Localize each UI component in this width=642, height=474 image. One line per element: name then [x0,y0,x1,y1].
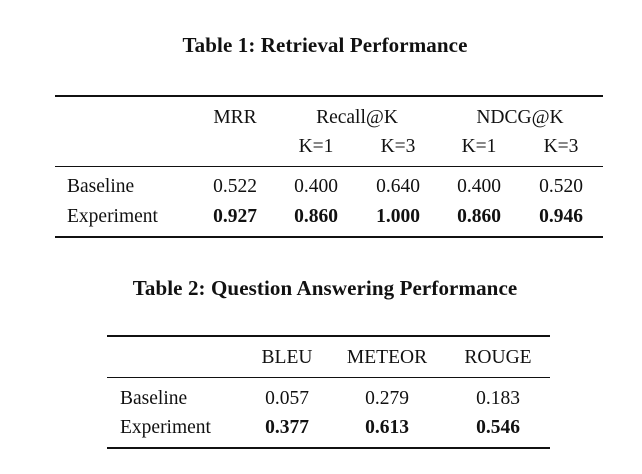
row-label: Baseline [120,388,188,409]
table1-header-ndcg-k1: K=1 [461,136,497,157]
table1-header-mrr: MRR [213,107,257,128]
table-cell: 1.000 [376,206,420,227]
row-label: Baseline [67,176,135,197]
table-cell: 0.860 [457,206,501,227]
table1-header-recall: Recall@K [316,107,398,128]
table-cell: 0.400 [294,176,338,197]
table-cell: 0.946 [539,206,583,227]
table1-caption: Table 1: Retrieval Performance [182,33,468,57]
table1-header-ndcg-k3: K=3 [543,136,579,157]
table2-header-meteor: METEOR [346,347,428,368]
table1-header-recall-k1: K=1 [298,136,334,157]
table-cell: 0.279 [365,388,409,409]
table-cell: 0.522 [213,176,257,197]
table-cell: 0.613 [365,417,409,438]
table-cell: 0.640 [376,176,420,197]
table1-mid-rule [55,166,603,167]
table-cell: 0.520 [539,176,583,197]
table-cell: 0.377 [265,417,309,438]
table2-bottom-rule [107,447,550,449]
table2-header-rouge: ROUGE [464,347,532,368]
row-label: Experiment [120,417,211,438]
row-label: Experiment [67,206,158,227]
table1-bottom-rule [55,236,603,238]
table-cell: 0.546 [476,417,520,438]
table-cell: 0.860 [294,206,338,227]
table2-top-rule [107,335,550,337]
table2-header-bleu: BLEU [261,347,313,368]
table1-top-rule [55,95,603,97]
table-cell: 0.400 [457,176,501,197]
table-cell: 0.057 [265,388,309,409]
table2-caption: Table 2: Question Answering Performance [132,276,518,300]
table1-header-ndcg: NDCG@K [476,107,564,128]
table-cell: 0.183 [476,388,520,409]
table-cell: 0.927 [213,206,257,227]
table2-mid-rule [107,377,550,378]
table1-header-recall-k3: K=3 [380,136,416,157]
